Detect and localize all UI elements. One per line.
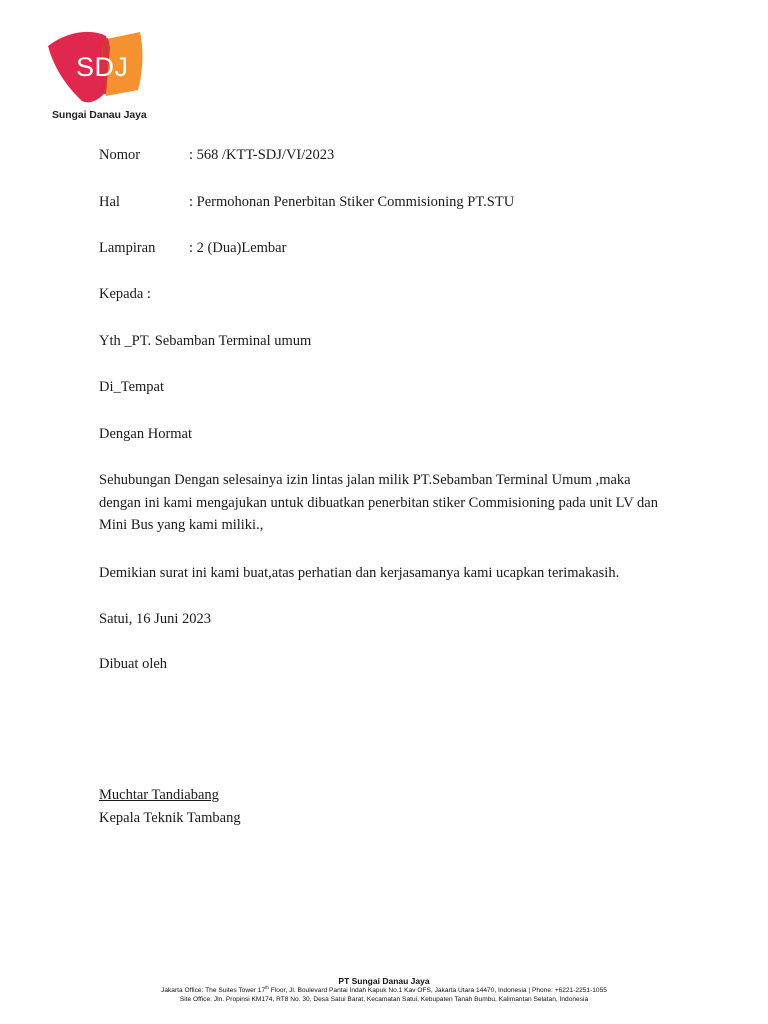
nomor-label: Nomor <box>99 147 141 163</box>
hal-value: : Permohonan Penerbitan Stiker Commisioning PT.STU <box>189 194 515 210</box>
footer-site-address: Site Office: Jln. Propinsi KM174, RT8 No. 30, Desa Satui Barat, Kecamatan Satui, Kebupaten Tanah Bumbu, Kalimantan Selatan, Indonesia <box>179 996 589 1003</box>
footer-company: PT Sungai Danau Jaya <box>338 976 430 986</box>
nomor-value: : 568 /KTT-SDJ/VI/2023 <box>189 147 335 163</box>
date-line: Satui, 16 Juni 2023 <box>99 611 211 627</box>
footer-jakarta-address <box>0 984 768 994</box>
footer-jakarta-sup: th <box>265 984 269 990</box>
signer-name: Muchtar Tandiabang <box>99 787 219 803</box>
hal-label: Hal <box>99 194 120 210</box>
footer-jakarta-prefix: Jakarta Office: The Suites Tower 17 <box>161 987 266 994</box>
paragraph-line: dengan ini kami mengajukan untuk dibuatkan penerbitan stiker Commisioning pada unit LV dan <box>99 494 658 511</box>
paragraph-line: Mini Bus yang kami miliki., <box>99 517 264 533</box>
logo-mark-text: SDJ <box>76 52 129 82</box>
logo-caption: Sungai Danau Jaya <box>52 109 147 121</box>
closing-line: Demikian surat ini kami buat,atas perhatian dan kerjasamanya kami ucapkan terimakasih. <box>99 565 620 581</box>
signer-title: Kepala Teknik Tambang <box>99 810 241 826</box>
body-paragraph <box>99 469 699 537</box>
company-logo <box>44 28 152 118</box>
lampiran-value: : 2 (Dua)Lembar <box>189 240 287 256</box>
footer-jakarta-suffix: Floor, Jl. Boulevard Pantai Indah Kapuk No.1 Kav OFS, Jakarta Utara 14470, Indonesia | Phone: +6221-2251-1055 <box>268 987 607 994</box>
paragraph-line: Sehubungan Dengan selesainya izin lintas jalan milik PT.Sebamban Terminal Umum ,maka <box>99 472 631 488</box>
lampiran-label: Lampiran <box>99 240 156 256</box>
recipient-line: Yth _PT. Sebamban Terminal umum <box>99 333 312 349</box>
greeting-line: Dengan Hormat <box>99 426 193 442</box>
made-by-line: Dibuat oleh <box>99 656 168 672</box>
place-line: Di_Tempat <box>99 379 165 395</box>
kepada-line: Kepada : <box>99 286 151 302</box>
